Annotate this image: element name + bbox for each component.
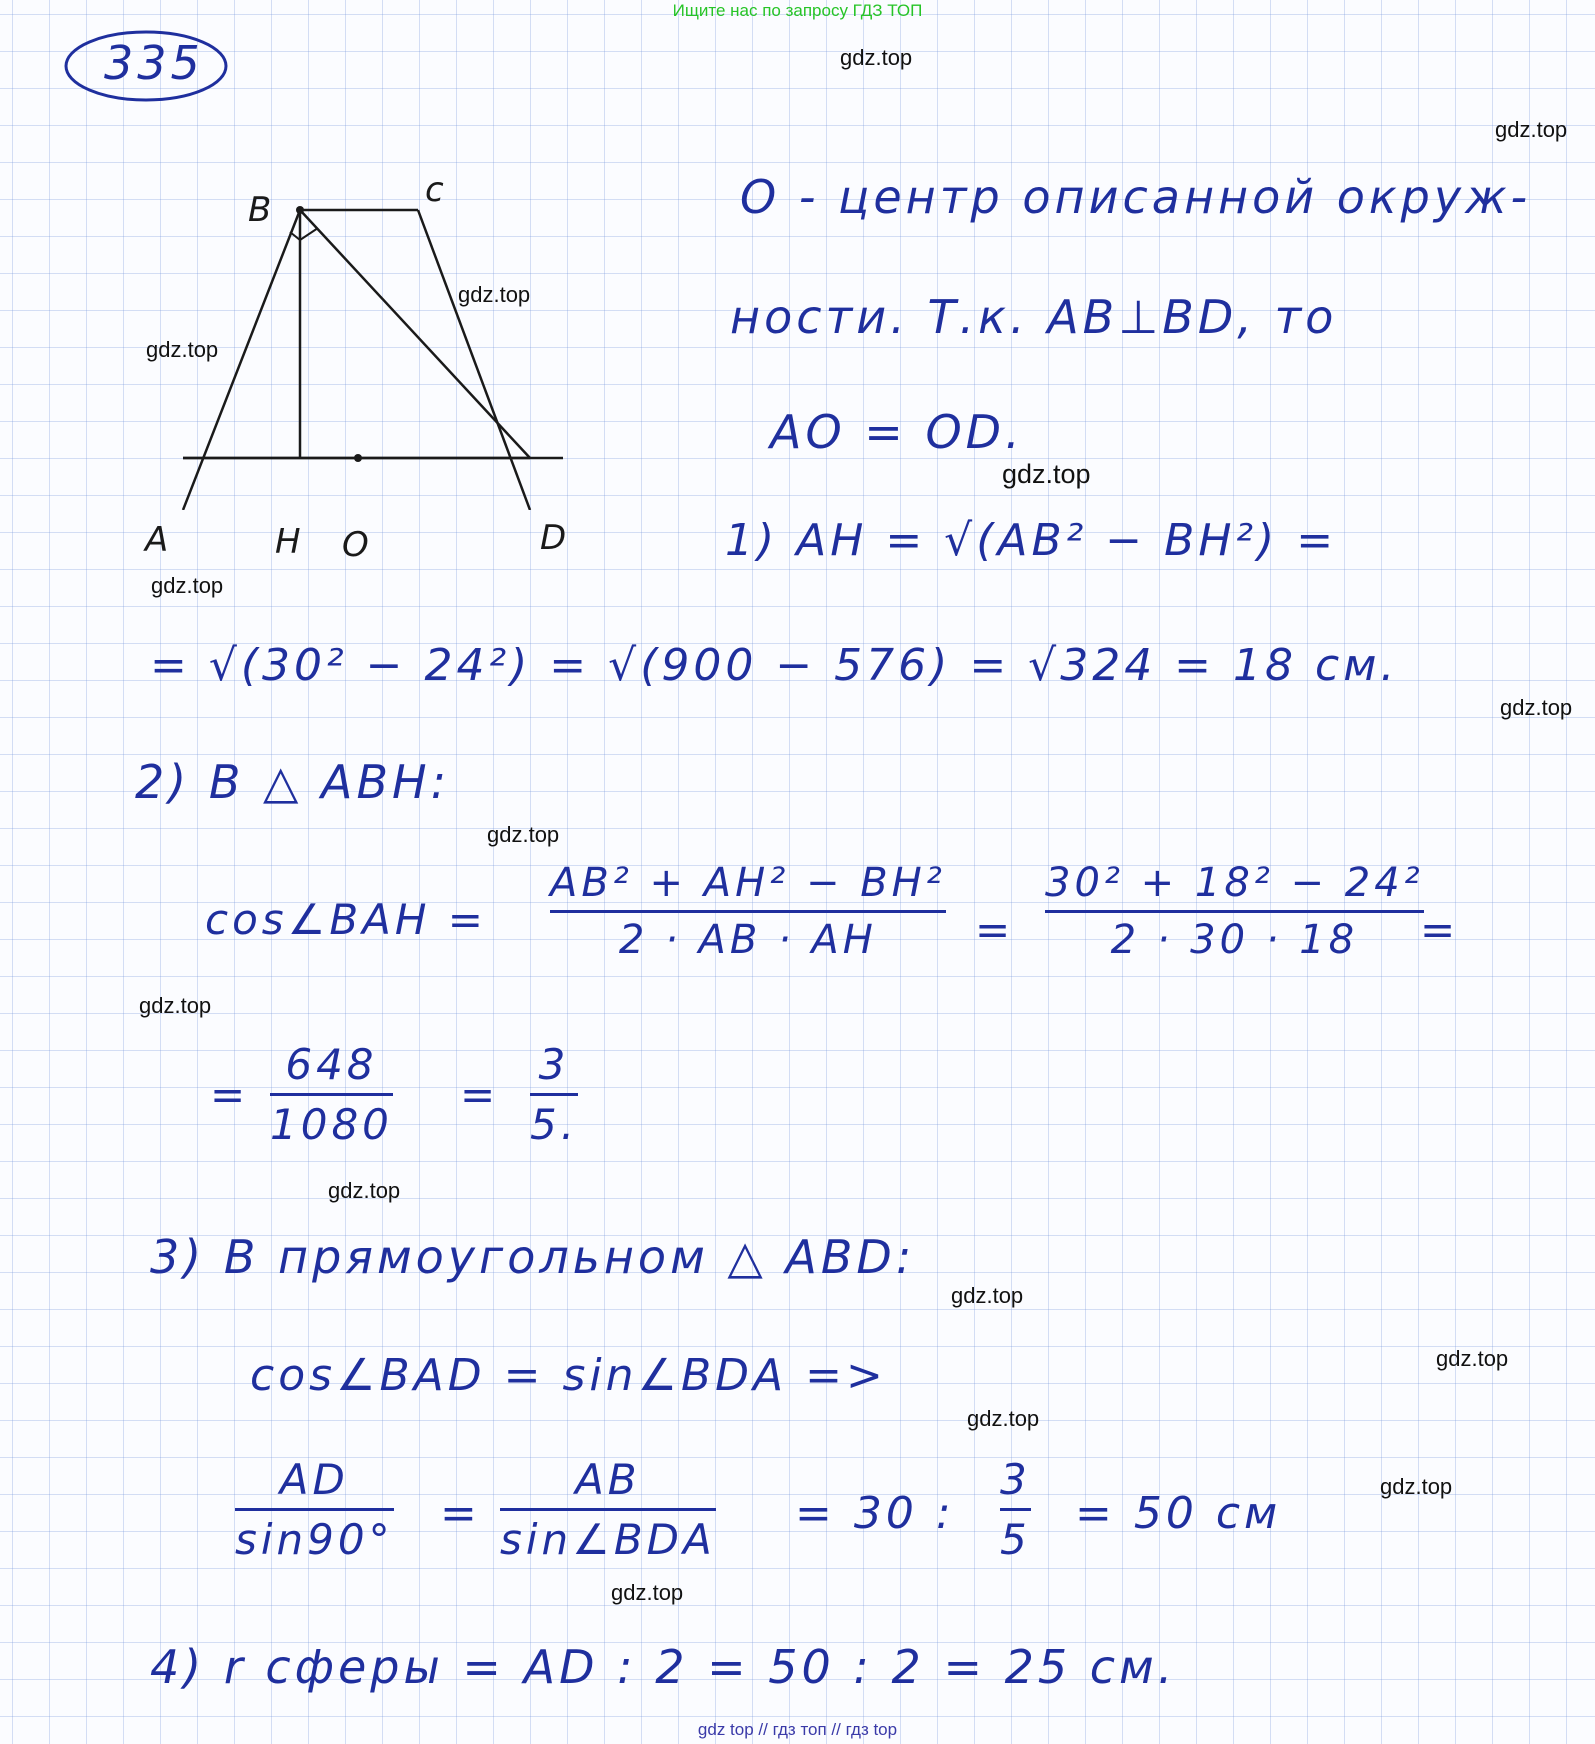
vertex-a-label: A	[145, 520, 169, 560]
vertex-d-label: D	[540, 518, 567, 558]
vertex-b-label: B	[248, 190, 272, 230]
step2-equals-3: =	[210, 1070, 250, 1119]
step2-equals-4: =	[460, 1070, 500, 1119]
step3-f3-numerator: 3	[1000, 1455, 1031, 1504]
watermark: gdz.top	[840, 45, 913, 70]
step3-fraction-3	[1000, 1455, 1031, 1564]
watermark: gdz.top	[951, 1283, 1024, 1308]
vertex-h-label: H	[275, 522, 301, 562]
footer-links[interactable]: gdz top // гдз топ // гдз top	[697, 1720, 898, 1739]
watermark: gdz.top	[1500, 695, 1573, 720]
problem-number: 335	[104, 36, 204, 90]
watermark: gdz.top	[146, 337, 219, 362]
fraction-1-numerator: AB² + AH² − BH²	[550, 860, 946, 906]
watermark: gdz.top	[328, 1178, 401, 1203]
intro-line-1: O - центр описанной окруж-	[740, 170, 1532, 224]
step1-line-a: 1) AH = √(AB² − BH²) =	[725, 515, 1338, 566]
vertex-c-label: c	[425, 170, 444, 210]
step3-f1-numerator: AD	[279, 1455, 349, 1504]
step3-result: = 50 см	[1075, 1488, 1282, 1539]
fraction-3-numerator: 648	[285, 1040, 378, 1089]
watermark: gdz.top	[1436, 1346, 1509, 1371]
watermark: gdz.top	[458, 282, 531, 307]
watermark: gdz.top	[1495, 117, 1568, 142]
fraction-4-denominator: 5.	[530, 1100, 579, 1149]
step2-fraction-3	[270, 1040, 393, 1149]
step3-heading: 3) В прямоугольном △ ABD:	[150, 1230, 916, 1284]
top-banner[interactable]: Ищите нас по запросу ГДЗ ТОП	[672, 1, 923, 20]
vertex-o-label: O	[342, 525, 369, 565]
step2-fraction-1	[550, 860, 946, 963]
step3-f1-denominator: sin90°	[235, 1515, 394, 1564]
step2-equals-1: =	[975, 905, 1015, 954]
intro-line-3: AO = OD.	[770, 405, 1024, 459]
step2-equals-2: =	[1420, 905, 1460, 954]
intro-line-2: ности. Т.к. AB⊥BD, то	[730, 290, 1338, 344]
step3-f3-denominator: 5	[1000, 1515, 1031, 1564]
step3-fraction-2	[500, 1455, 716, 1564]
watermark: gdz.top	[487, 822, 560, 847]
step1-line-b: = √(30² − 24²) = √(900 − 576) = √324 = 18 см.	[150, 640, 1399, 691]
step3-equals-1: =	[440, 1488, 481, 1539]
watermark: gdz.top	[967, 1406, 1040, 1431]
step3-line: cos∠BAD = sin∠BDA =>	[250, 1350, 887, 1401]
step3-f2-denominator: sin∠BDA	[500, 1515, 716, 1564]
step3-middle: = 30 :	[795, 1488, 955, 1539]
step2-cos-label: cos∠BAH =	[205, 895, 487, 944]
step2-fraction-2	[1045, 860, 1424, 963]
watermark: gdz.top	[611, 1580, 684, 1605]
watermark: gdz.top	[1002, 459, 1091, 489]
step3-fraction-1	[235, 1455, 394, 1564]
watermark: gdz.top	[151, 573, 224, 598]
fraction-4-numerator: 3	[538, 1040, 570, 1089]
fraction-2-numerator: 30² + 18² − 24²	[1045, 860, 1424, 906]
step2-fraction-4	[530, 1040, 578, 1149]
fraction-3-denominator: 1080	[270, 1100, 393, 1149]
fraction-2-denominator: 2 · 30 · 18	[1110, 917, 1359, 963]
fraction-1-denominator: 2 · AB · AH	[618, 917, 877, 963]
step4-line: 4) r сферы = AD : 2 = 50 : 2 = 25 см.	[150, 1640, 1177, 1694]
step3-f2-numerator: AB	[575, 1455, 641, 1504]
watermark: gdz.top	[1380, 1474, 1453, 1499]
step2-heading: 2) В △ ABH:	[135, 755, 451, 809]
watermark: gdz.top	[139, 993, 212, 1018]
